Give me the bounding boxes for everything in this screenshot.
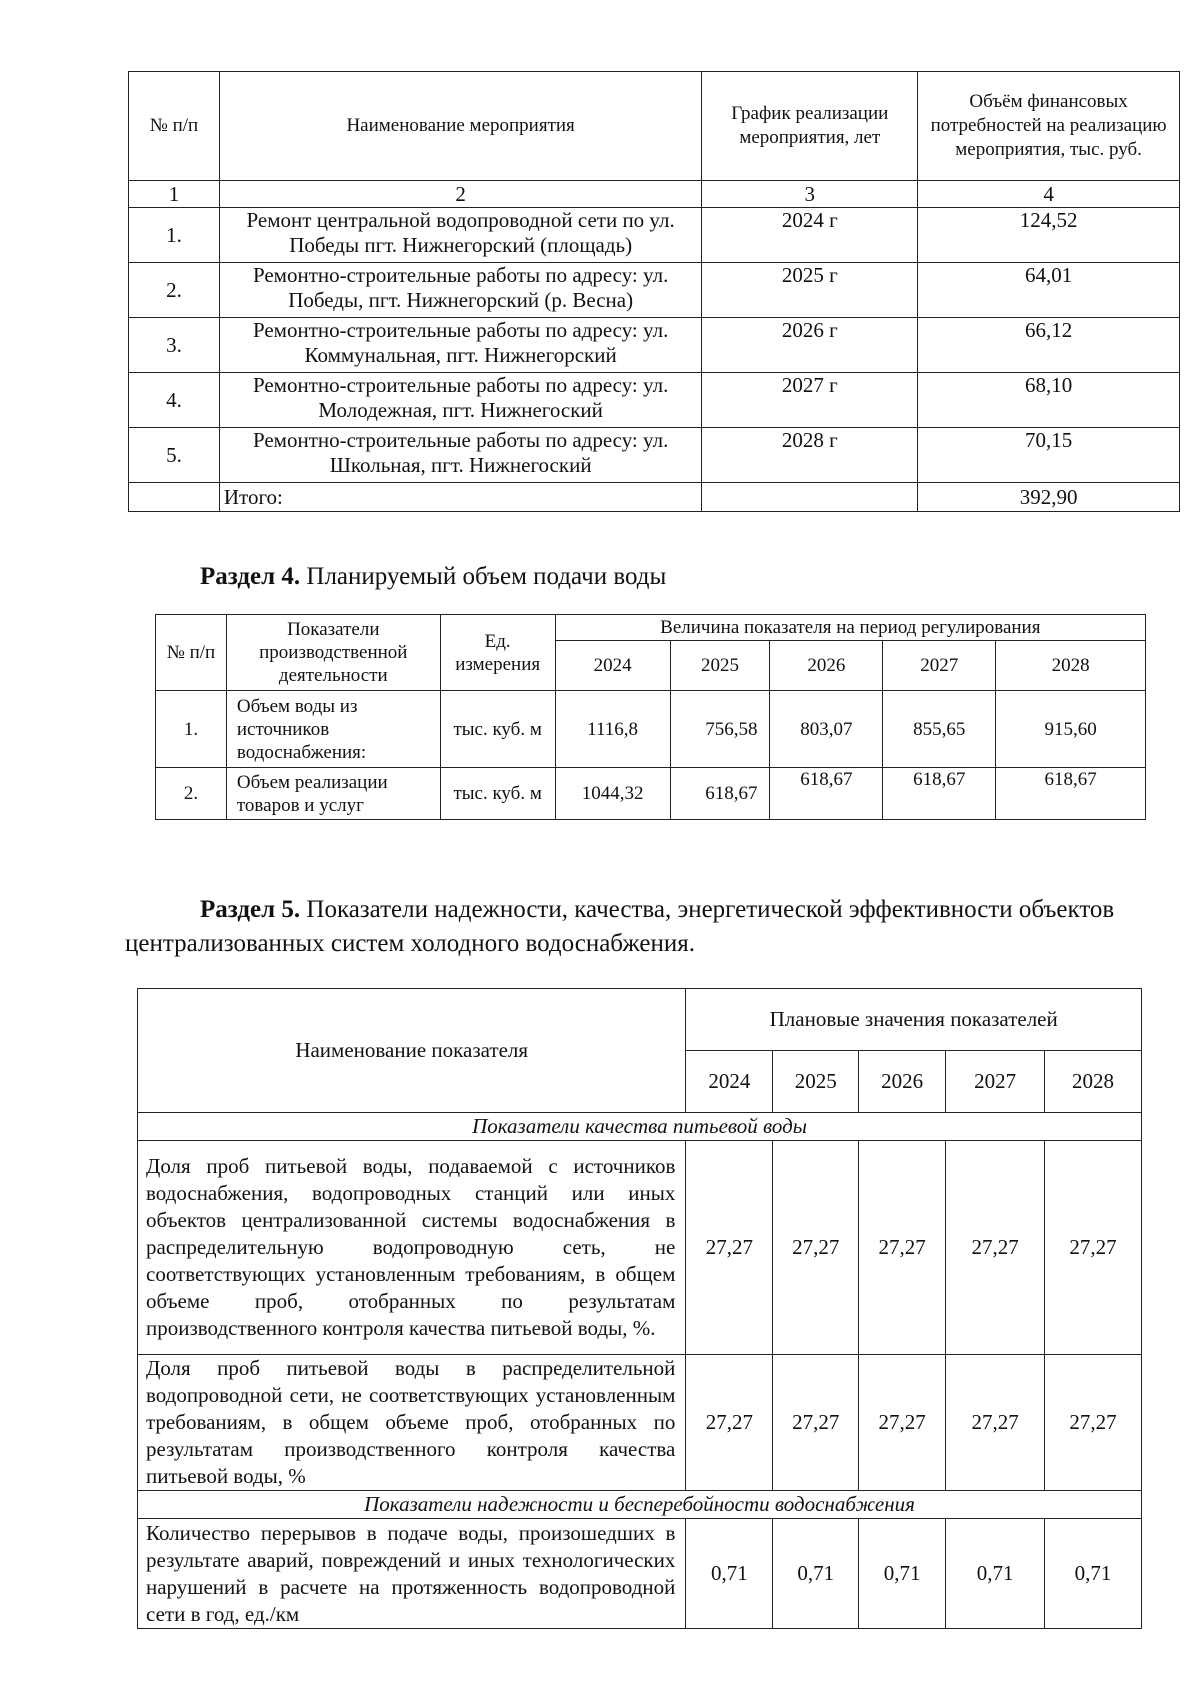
row-value: 27,27	[946, 1355, 1045, 1491]
category-reliability: Показатели надежности и бесперебойности водоснабжения	[138, 1491, 1142, 1519]
category-row	[138, 1491, 1142, 1519]
row-value: 618,67	[670, 768, 770, 820]
row-value: 803,07	[770, 691, 883, 768]
row-unit: тыс. куб. м	[440, 768, 555, 820]
year-header: 2027	[883, 641, 996, 691]
row-value: 27,27	[686, 1355, 773, 1491]
total-label: Итого:	[219, 483, 701, 512]
row-value: 618,67	[770, 768, 883, 820]
section-4-heading	[200, 563, 666, 591]
table-row	[138, 1519, 1142, 1629]
year-header: 2024	[686, 1051, 773, 1113]
row-value: 27,27	[946, 1141, 1045, 1355]
total-value: 392,90	[918, 483, 1180, 512]
indicators-table	[137, 988, 1142, 1629]
header-num: № п/п	[129, 72, 220, 181]
header-plan: Плановые значения показателей	[686, 989, 1142, 1051]
row-year: 2026 г	[702, 318, 918, 373]
row-value: 855,65	[883, 691, 996, 768]
row-num: 1.	[129, 208, 220, 263]
volume-header-row	[156, 615, 1146, 641]
header-name: Наименование мероприятия	[219, 72, 701, 181]
measures-header-row	[129, 72, 1180, 181]
measures-table	[128, 71, 1180, 512]
row-num: 2.	[156, 768, 227, 820]
row-name: Доля проб питьевой воды в распределительной водопроводной сети, не соответствующих установленным требованиям, в общем объеме проб, отобранных по результатам производственного контроля качества питьевой воды, %	[138, 1355, 686, 1491]
year-header: 2027	[946, 1051, 1045, 1113]
row-name: Доля проб питьевой воды, подаваемой с источников водоснабжения, водопроводных станций или иных объектов централизованной системы водоснабжения в распределительную водопроводную сеть, не соответствующих установленным требованиям, в общем объеме проб, отобранных по результатам производственного контроля качества питьевой воды, %.	[138, 1141, 686, 1355]
header-unit: Ед. измерения	[440, 615, 555, 691]
table-row	[138, 1141, 1142, 1355]
row-value: 756,58	[670, 691, 770, 768]
table-row	[129, 208, 1180, 263]
row-name: Объем реализации товаров и услуг	[226, 768, 440, 820]
table-row	[156, 768, 1146, 820]
section-4-title: Планируемый объем подачи воды	[300, 563, 667, 590]
category-row	[138, 1113, 1142, 1141]
row-value: 1044,32	[555, 768, 670, 820]
total-row	[129, 483, 1180, 512]
table-row	[156, 691, 1146, 768]
row-num: 4.	[129, 373, 220, 428]
table-row	[129, 263, 1180, 318]
row-value: 0,71	[1045, 1519, 1142, 1629]
year-header: 2026	[859, 1051, 946, 1113]
header-name: Наименование показателя	[138, 989, 686, 1113]
row-value: 27,27	[773, 1355, 859, 1491]
table-row	[129, 318, 1180, 373]
empty-cell	[702, 483, 918, 512]
row-value: 27,27	[773, 1141, 859, 1355]
indicators-header-row	[138, 989, 1142, 1051]
row-value: 27,27	[1045, 1141, 1142, 1355]
row-year: 2028 г	[702, 428, 918, 483]
row-name: Ремонтно-строительные работы по адресу: ул. Победы, пгт. Нижнегорский (р. Весна)	[219, 263, 701, 318]
row-unit: тыс. куб. м	[440, 691, 555, 768]
table-row	[129, 373, 1180, 428]
year-header: 2025	[670, 641, 770, 691]
row-amount: 124,52	[918, 208, 1180, 263]
row-value: 27,27	[686, 1141, 773, 1355]
row-value: 1116,8	[555, 691, 670, 768]
row-year: 2024 г	[702, 208, 918, 263]
row-name: Ремонтно-строительные работы по адресу: ул. Школьная, пгт. Нижнегоский	[219, 428, 701, 483]
row-name: Ремонтно-строительные работы по адресу: ул. Коммунальная, пгт. Нижнегорский	[219, 318, 701, 373]
row-year: 2027 г	[702, 373, 918, 428]
header-financing: Объём финансовых потребностей на реализацию мероприятия, тыс. руб.	[918, 72, 1180, 181]
row-value: 27,27	[859, 1141, 946, 1355]
row-value: 0,71	[686, 1519, 773, 1629]
row-name: Объем воды из источников водоснабжения:	[226, 691, 440, 768]
section-5-label: Раздел 5.	[200, 896, 301, 923]
header-num: № п/п	[156, 615, 227, 691]
col-number: 1	[129, 181, 220, 208]
header-indicator: Показатели производственной деятельности	[226, 615, 440, 691]
col-number: 4	[918, 181, 1180, 208]
row-amount: 66,12	[918, 318, 1180, 373]
year-header: 2025	[773, 1051, 859, 1113]
header-schedule: График реализации мероприятия, лет	[702, 72, 918, 181]
year-header: 2028	[1045, 1051, 1142, 1113]
table-row	[138, 1355, 1142, 1491]
row-name: Ремонт центральной водопроводной сети по ул. Победы пгт. Нижнегорский (площадь)	[219, 208, 701, 263]
row-name: Количество перерывов в подаче воды, произошедших в результате аварий, повреждений и иных технологических нарушений в расчете на протяженность водопроводной сети в год, ед./км	[138, 1519, 686, 1629]
row-year: 2025 г	[702, 263, 918, 318]
row-amount: 64,01	[918, 263, 1180, 318]
row-name: Ремонтно-строительные работы по адресу: ул. Молодежная, пгт. Нижнегоский	[219, 373, 701, 428]
row-value: 0,71	[859, 1519, 946, 1629]
section-4-label: Раздел 4.	[200, 563, 301, 590]
row-num: 2.	[129, 263, 220, 318]
row-amount: 70,15	[918, 428, 1180, 483]
year-header: 2024	[555, 641, 670, 691]
row-value: 27,27	[859, 1355, 946, 1491]
category-quality: Показатели качества питьевой воды	[138, 1113, 1142, 1141]
section-5-title: Показатели надежности, качества, энергетической эффективности объектов централизованных систем холодного водоснабжения.	[125, 896, 1121, 957]
row-amount: 68,10	[918, 373, 1180, 428]
row-num: 3.	[129, 318, 220, 373]
row-value: 618,67	[883, 768, 996, 820]
row-value: 27,27	[1045, 1355, 1142, 1491]
section-5-heading	[125, 893, 1185, 961]
col-number: 2	[219, 181, 701, 208]
row-num: 1.	[156, 691, 227, 768]
empty-cell	[129, 483, 220, 512]
year-header: 2028	[996, 641, 1146, 691]
header-period: Величина показателя на период регулирования	[555, 615, 1145, 641]
row-value: 0,71	[946, 1519, 1045, 1629]
table-row	[129, 428, 1180, 483]
year-header: 2026	[770, 641, 883, 691]
water-volume-table	[155, 614, 1146, 820]
col-number: 3	[702, 181, 918, 208]
row-value: 618,67	[996, 768, 1146, 820]
row-value: 0,71	[773, 1519, 859, 1629]
row-value: 915,60	[996, 691, 1146, 768]
row-num: 5.	[129, 428, 220, 483]
column-numbers-row	[129, 181, 1180, 208]
